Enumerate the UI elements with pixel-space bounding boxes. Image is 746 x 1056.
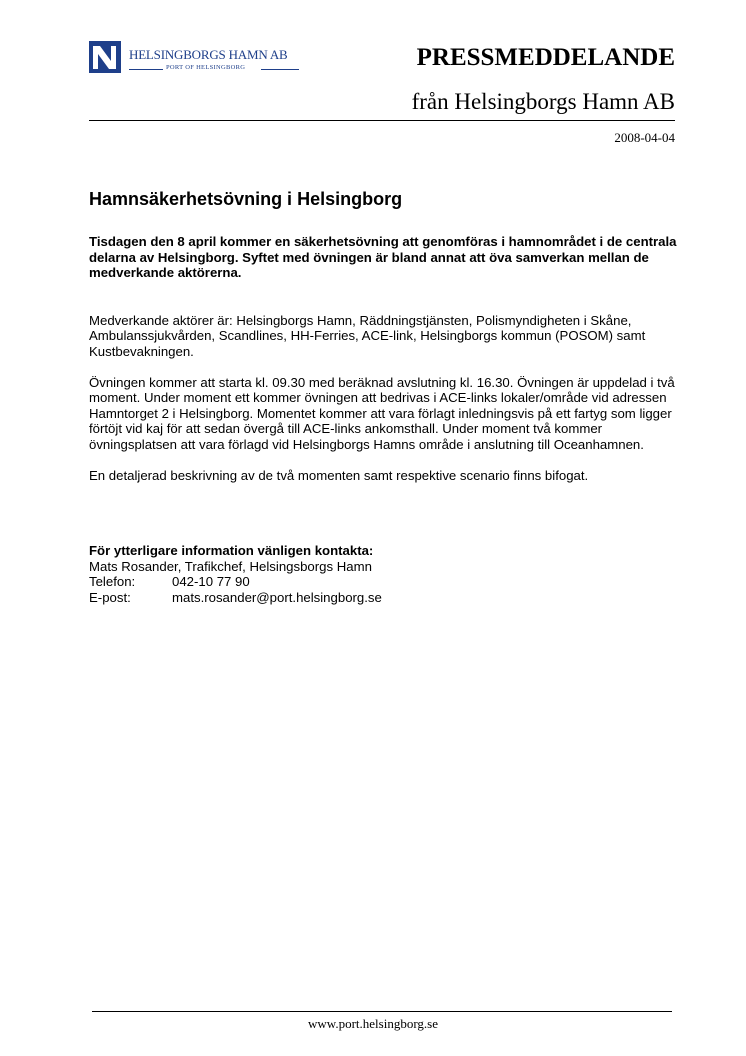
press-release-body (89, 188, 679, 606)
release-date: 2008-04-04 (614, 130, 675, 145)
contact-heading: För ytterligare information vänligen kontakta: (89, 543, 374, 559)
contact-phone-row (89, 574, 679, 590)
logo-rule-right (261, 69, 299, 70)
logo-subtitle-block (129, 64, 299, 74)
company-logo (89, 41, 309, 75)
phone-number: 042-10 77 90 (172, 574, 250, 590)
body-paragraph-attachment: En detaljerad beskrivning av de två momenten samt respektive scenario finns bifogat. (89, 467, 589, 483)
body-paragraph-schedule: Övningen kommer att starta kl. 09.30 med beräknad avslutning kl. 16.30. Övningen är uppdelad i två moment. Under moment ett kommer övningen att bedrivas i ACE-links lokaler/område vid adressen Hamntorget 2 i Helsingborg. Momentet kommer att vara förlagt inledningsvis på ett fartyg som ligger förtöjt vid kaj för att sedan övergå till ACE-links ankomsthall. Under moment två kommer övningsplatsen att vara förlagd vid Helsingborgs Hamns område i anslutning till Oceanhamnen. (89, 374, 675, 452)
logo-rule-left (129, 69, 163, 70)
port-logo-icon (89, 41, 121, 73)
email-address[interactable]: mats.rosander@port.helsingborg.se (172, 589, 382, 605)
logo-subtitle: PORT OF HELSINGBORG (166, 64, 246, 71)
contact-person: Mats Rosander, Trafikchef, Helsingsborgs Hamn (89, 558, 372, 574)
phone-label: Telefon: (89, 574, 136, 590)
document-type-heading: PRESSMEDDELANDE (416, 44, 675, 71)
page-title: Hamnsäkerhetsövning i Helsingborg (89, 189, 403, 209)
footer-url[interactable]: www.port.helsingborg.se (308, 1016, 438, 1031)
footer-divider (92, 1011, 672, 1012)
email-label: E-post: (89, 589, 131, 605)
header-divider (89, 120, 675, 121)
contact-email-row (89, 590, 679, 606)
sender-line: från Helsingborgs Hamn AB (411, 89, 675, 114)
logo-company-name: HELSINGBORGS HAMN AB (129, 47, 288, 62)
lead-paragraph: Tisdagen den 8 april kommer en säkerhetsövning att genomföras i hamnområdet i de centrala delarna av Helsingborg. Syftet med övningen är bland annat att öva samverkan mellan de medverkande aktörerna. (89, 234, 677, 281)
body-paragraph-participants: Medverkande aktörer är: Helsingborgs Hamn, Räddningstjänsten, Polismyndigheten i Skåne, Ambulanssjukvården, Scandlines, HH-Ferries, ACE-link, Helsingborgs kommun (POSOM) samt Kustbevakningen. (89, 312, 646, 359)
